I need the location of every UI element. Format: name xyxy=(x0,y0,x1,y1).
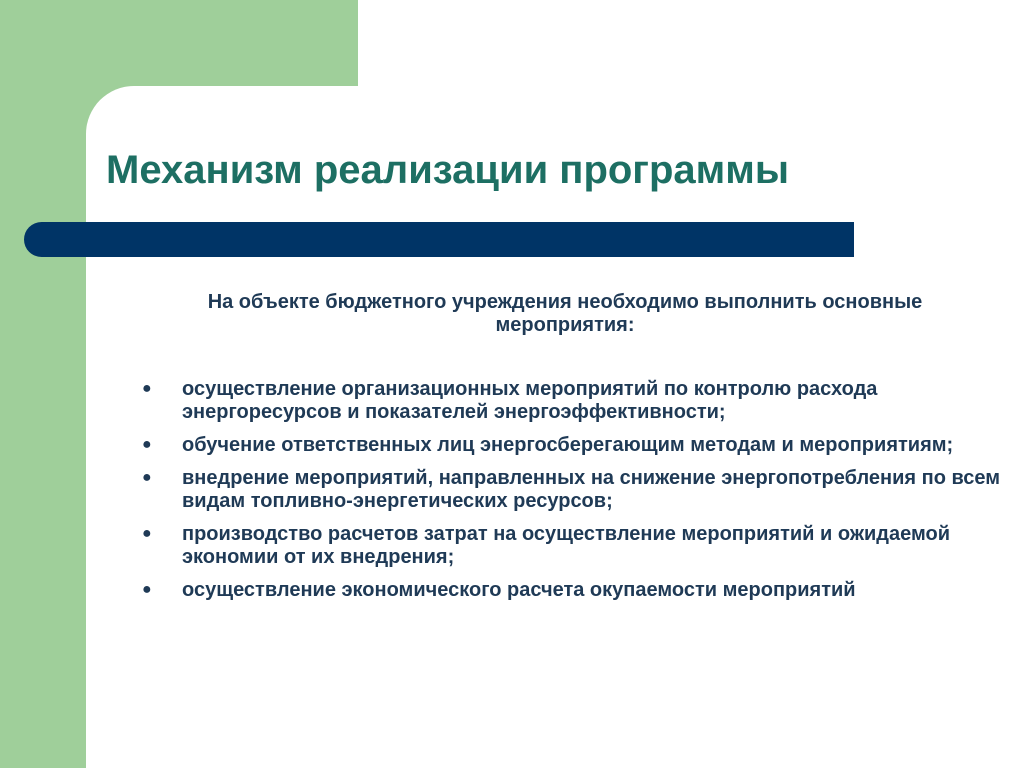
list-item xyxy=(142,378,1002,424)
list-item xyxy=(142,467,1002,513)
list-item xyxy=(142,579,1002,602)
list-item xyxy=(142,523,1002,569)
bullet-dot-icon: ● xyxy=(142,581,152,598)
bullet-list xyxy=(142,378,1002,612)
green-side-strip xyxy=(0,0,86,768)
bullet-dot-icon: ● xyxy=(142,380,152,397)
list-item-text: производство расчетов затрат на осуществление мероприятий и ожидаемой экономии от их внедрения; xyxy=(182,523,951,568)
list-item-text: обучение ответственных лиц энергосберегающим методам и мероприятиям; xyxy=(182,434,954,456)
list-item xyxy=(142,434,1002,457)
bullet-dot-icon: ● xyxy=(142,525,152,542)
list-item-text: внедрение мероприятий, направленных на снижение энергопотребления по всем видам топливно-энергетических ресурсов; xyxy=(182,467,1001,512)
list-item-text: осуществление экономического расчета окупаемости мероприятий xyxy=(182,579,856,601)
slide-title: Механизм реализации программы xyxy=(106,148,789,192)
bullet-dot-icon: ● xyxy=(142,436,152,453)
list-item-text: осуществление организационных мероприятий по контролю расхода энергоресурсов и показателей энергоэффективности; xyxy=(182,378,878,423)
intro-text: На объекте бюджетного учреждения необходимо выполнить основные мероприятия: xyxy=(207,291,923,336)
title-divider-bar xyxy=(24,222,854,257)
bullet-dot-icon: ● xyxy=(142,469,152,486)
